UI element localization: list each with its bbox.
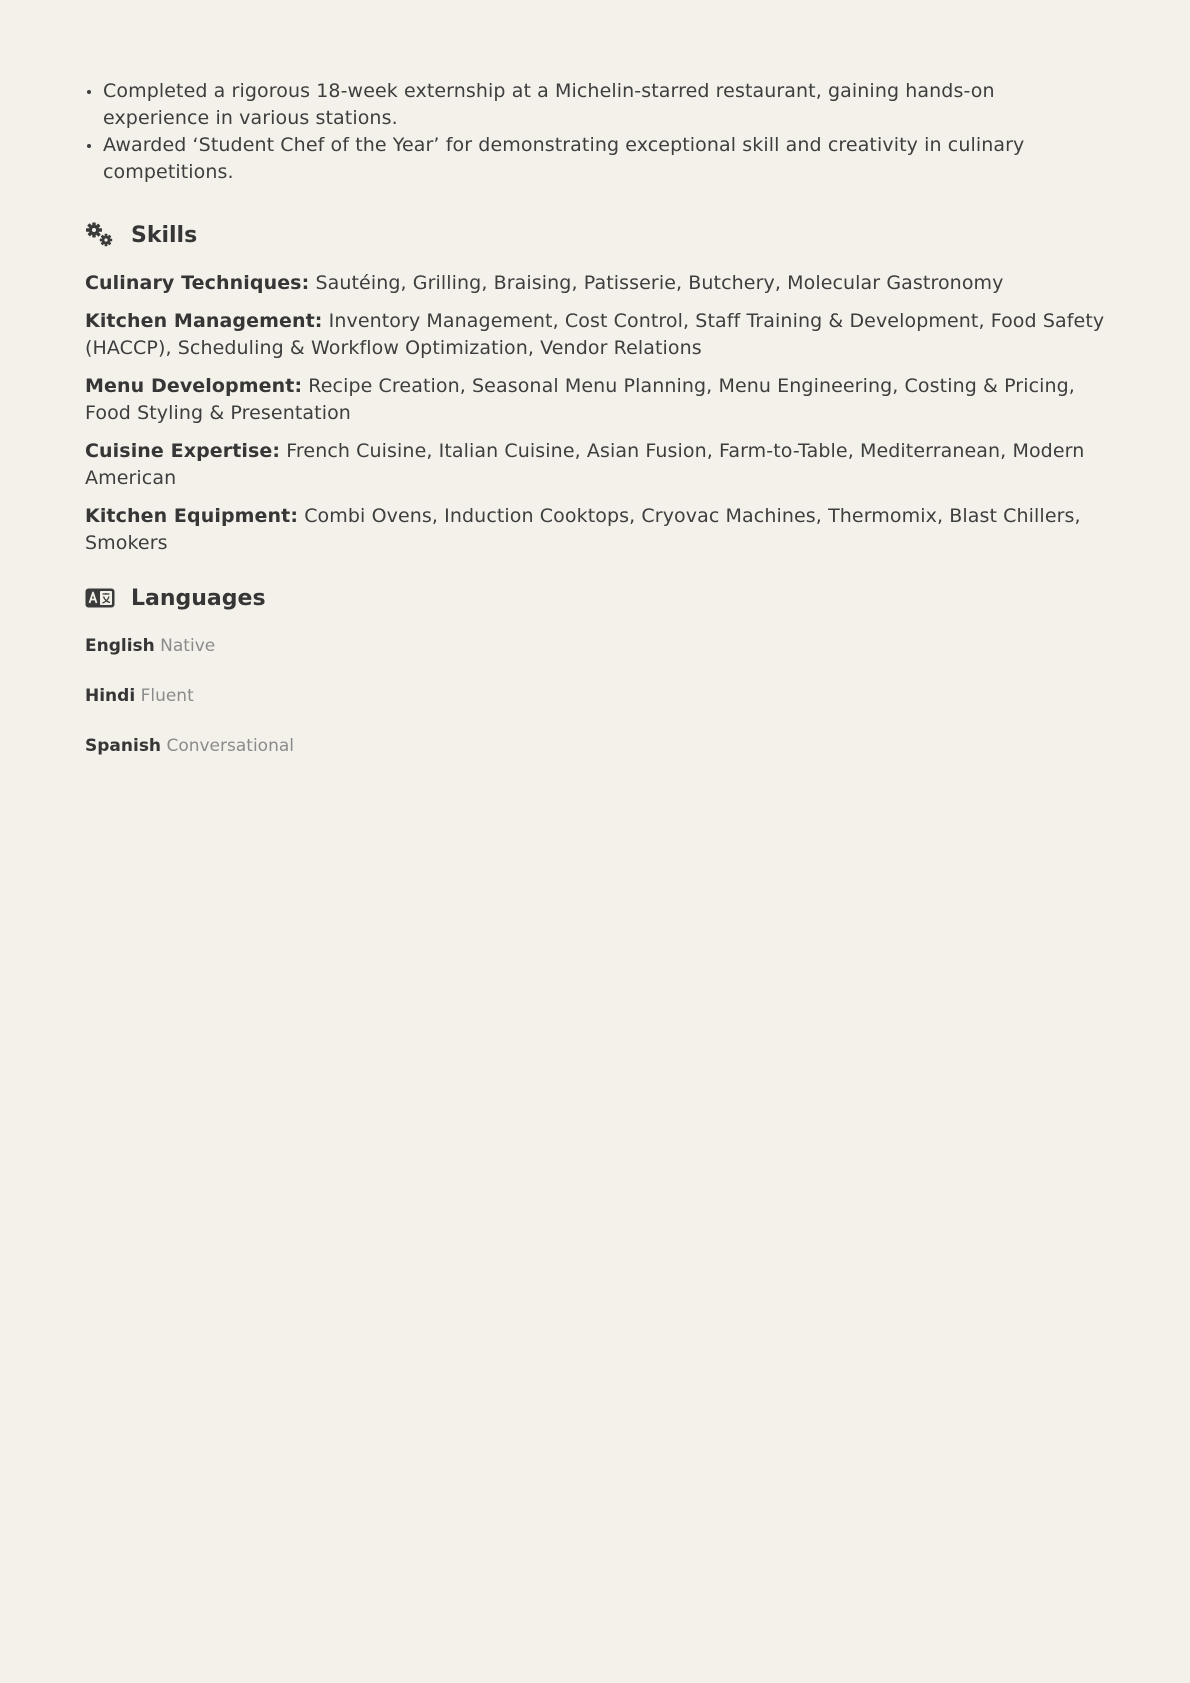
skill-label: Menu Development:	[85, 375, 303, 397]
language-level: Conversational	[166, 736, 294, 756]
languages-heading	[85, 583, 1105, 613]
skill-value: French Cuisine, Italian Cuisine, Asian Fusion, Farm-to-Table, Mediterranean, Modern American	[85, 440, 1085, 489]
language-level: Native	[160, 636, 216, 656]
achievement-text: Completed a rigorous 18-week externship at a Michelin-starred restaurant, gaining hands-on experience in various stations.	[103, 80, 995, 129]
skill-value: Inventory Management, Cost Control, Staff Training & Development, Food Safety (HACCP), Scheduling & Workflow Optimization, Vendor Relations	[85, 310, 1105, 359]
language-name: Hindi	[85, 686, 136, 706]
skill-value: Sautéing, Grilling, Braising, Patisserie, Butchery, Molecular Gastronomy	[315, 272, 1004, 294]
language-icon	[85, 585, 115, 611]
skill-value: Combi Ovens, Induction Cooktops, Cryovac Machines, Thermomix, Blast Chillers, Smokers	[85, 505, 1081, 554]
skill-label: Kitchen Equipment:	[85, 505, 299, 527]
skill-label: Cuisine Expertise:	[85, 440, 281, 462]
resume-content	[85, 78, 1105, 785]
language-level: Fluent	[140, 686, 194, 706]
bullet-icon	[87, 90, 91, 94]
bullet-icon	[87, 144, 91, 148]
skill-row	[85, 373, 1105, 427]
skills-heading	[85, 220, 1105, 250]
skill-value: Recipe Creation, Seasonal Menu Planning, Menu Engineering, Costing & Pricing, Food Styling & Presentation	[85, 375, 1075, 424]
list-item	[103, 78, 1105, 132]
gears-icon	[85, 222, 115, 248]
skill-row	[85, 438, 1105, 492]
language-name: Spanish	[85, 736, 162, 756]
list-item	[103, 132, 1105, 186]
skill-row	[85, 503, 1105, 557]
section-title: Languages	[131, 585, 266, 611]
language-row	[85, 685, 1105, 707]
achievements-list	[85, 78, 1105, 186]
skill-row	[85, 308, 1105, 362]
skills-list	[85, 270, 1105, 557]
skill-label: Culinary Techniques:	[85, 272, 310, 294]
achievement-text: Awarded ‘Student Chef of the Year’ for demonstrating exceptional skill and creativity in culinary competitions.	[103, 134, 1025, 183]
language-row	[85, 635, 1105, 657]
section-title: Skills	[131, 222, 198, 248]
skill-row	[85, 270, 1105, 297]
language-name: English	[85, 636, 155, 656]
languages-list	[85, 635, 1105, 757]
language-row	[85, 735, 1105, 757]
skill-label: Kitchen Management:	[85, 310, 323, 332]
